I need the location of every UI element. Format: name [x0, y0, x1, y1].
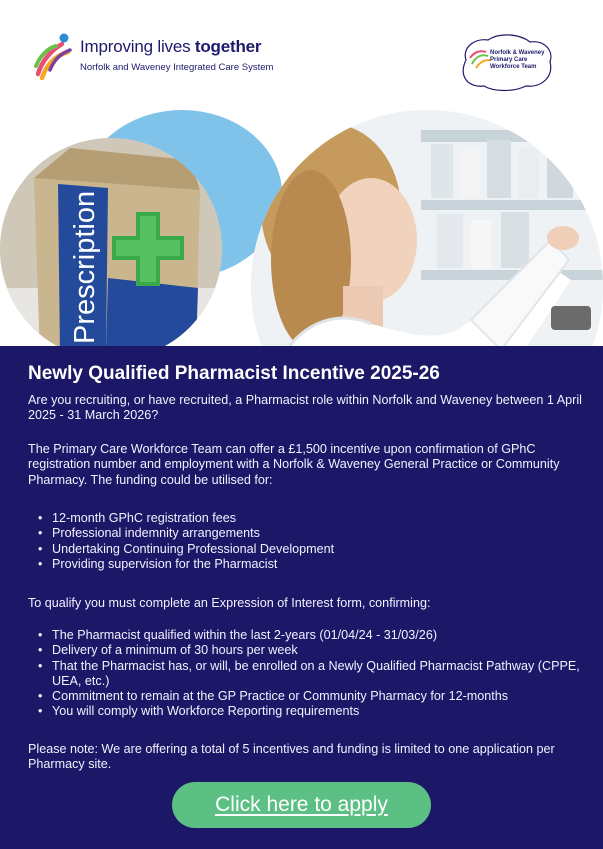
list-item: • Undertaking Continuing Professional Development: [38, 542, 586, 557]
list-item: • Commitment to remain at the GP Practice or Community Pharmacy for 12-months: [38, 689, 586, 704]
list-item: • Delivery of a minimum of 30 hours per week: [38, 643, 586, 658]
intro-text: Are you recruiting, or have recruited, a Pharmacist role within Norfolk and Waveney between 1 April 2025 - 31 March 2026?: [28, 393, 582, 423]
hero-images: [0, 110, 603, 346]
list-item: • Professional indemnity arrangements: [38, 526, 586, 541]
offer-text: The Primary Care Workforce Team can offer a £1,500 incentive upon confirmation of GPhC registration number and employment with a Norfolk & Waveney General Practice or Community Pharmacy. The funding could be utilised for:: [28, 442, 560, 487]
workforce-team-badge-text: Norfolk & Waveney Primary Care Workforce Team: [490, 50, 545, 70]
list-item: • The Pharmacist qualified within the last 2-years (01/04/24 - 31/03/26): [38, 628, 586, 643]
prescription-bag-photo: [0, 138, 222, 360]
funding-uses-list: [38, 511, 586, 572]
list-item: • 12-month GPhC registration fees: [38, 511, 586, 526]
list-item: • Providing supervision for the Pharmacist: [38, 557, 586, 572]
qualify-intro-text: To qualify you must complete an Expression of Interest form, confirming:: [28, 596, 431, 610]
ics-logo-subtitle: Norfolk and Waveney Integrated Care System: [80, 62, 274, 73]
prescription-bag-label: Prescription: [69, 190, 101, 344]
apply-button[interactable]: [172, 782, 431, 828]
list-item: • That the Pharmacist has, or will, be enrolled on a Newly Qualified Pharmacist Pathway (CPPE, UEA, etc.): [38, 659, 586, 690]
qualification-criteria-list: [38, 628, 586, 720]
page-title: Newly Qualified Pharmacist Incentive 2025-26: [28, 363, 440, 384]
ics-logo-title: Improving lives together: [80, 37, 262, 56]
header: [0, 0, 603, 120]
note-text: Please note: We are offering a total of 5 incentives and funding is limited to one application per Pharmacy site.: [28, 742, 555, 772]
ics-logo-icon: [34, 30, 76, 82]
incentive-panel: [0, 346, 603, 849]
apply-button-label: Click here to apply: [215, 793, 388, 816]
list-item: • You will comply with Workforce Reporting requirements: [38, 704, 586, 719]
